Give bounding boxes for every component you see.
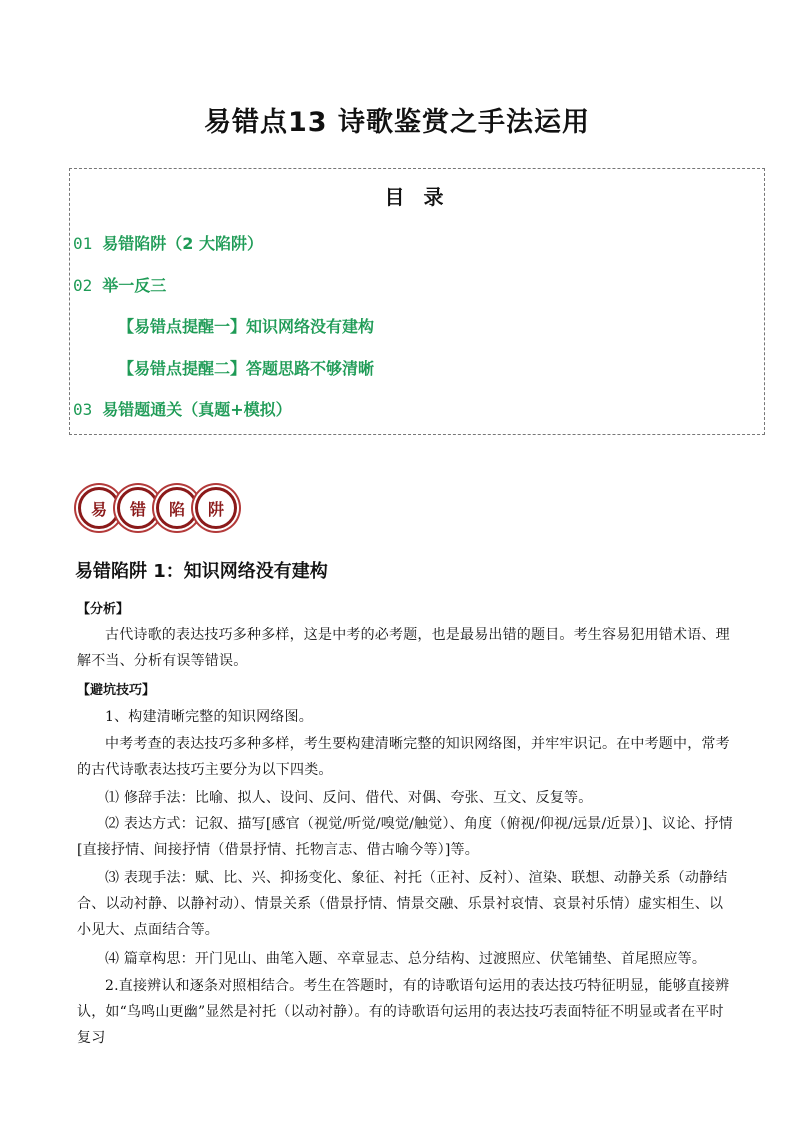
badge-char: 陷 <box>156 487 198 529</box>
toc-item <box>73 273 166 296</box>
paragraph: ⑷ 篇章构思：开门见山、曲笔入题、卒章显志、总分结构、过渡照应、伏笔铺垫、首尾照应等。 <box>105 951 707 967</box>
tips-label: 【避坑技巧】 <box>77 683 156 698</box>
badge-char: 易 <box>78 487 120 529</box>
toc-item <box>73 397 292 420</box>
paragraph: ⑴ 修辞手法：比喻、拟人、设问、反问、借代、对偶、夸张、互文、反复等。 <box>105 790 593 806</box>
toc-heading: 目 录 <box>384 185 450 209</box>
paragraph: 1、构建清晰完整的知识网络图。 <box>105 709 313 725</box>
badge-char: 错 <box>117 487 159 529</box>
toc-subitem <box>118 356 374 379</box>
paragraph: ⑶ 表现手法：赋、比、兴、抑扬变化、象征、衬托（正衬、反衬）、渲染、联想、动静关系（动静结合、以动衬静、以静衬动）、情景关系（借景抒情、情景交融、乐景衬哀情、哀景衬乐情）虚实相生、以小见大、点面结合等。 <box>77 870 728 938</box>
toc-item-label: 举一反三 <box>102 276 167 295</box>
table-of-contents <box>69 168 765 435</box>
badge-char: 阱 <box>195 487 237 529</box>
toc-item-number: 02 <box>73 276 93 295</box>
toc-item <box>73 231 263 254</box>
paragraph: 中考考查的表达技巧多种多样，考生要构建清晰完整的知识网络图，并牢牢识记。在中考题中，常考的古代诗歌表达技巧主要分为以下四类。 <box>77 736 730 778</box>
paragraph: ⑵ 表达方式：记叙、描写[感官（视觉/听觉/嗅觉/触觉）、角度（俯视/仰视/远景/近景）]、议论、抒情[直接抒情、间接抒情（借景抒情、托物言志、借古喻今等）]等。 <box>77 816 733 858</box>
section-badge-group <box>78 487 238 535</box>
analysis-label: 【分析】 <box>77 602 130 617</box>
toc-item-label: 【易错点提醒一】知识网络没有建构 <box>118 317 375 336</box>
analysis-paragraph: 古代诗歌的表达技巧多种多样，这是中考的必考题，也是最易出错的题目。考生容易犯用错术语、理解不当、分析有误等错误。 <box>77 627 730 669</box>
toc-item-number: 03 <box>73 400 93 419</box>
section-heading: 易错陷阱 1：知识网络没有建构 <box>75 561 328 582</box>
toc-item-label: 【易错点提醒二】答题思路不够清晰 <box>118 359 375 378</box>
paragraph: 2.直接辨认和逐条对照相结合。考生在答题时，有的诗歌语句运用的表达技巧特征明显，能够直接辨认，如“鸟鸣山更幽”显然是衬托（以动衬静）。有的诗歌语句运用的表达技巧表面特征不明显或者在平时复习 <box>77 978 730 1046</box>
toc-item-number: 01 <box>73 234 93 253</box>
toc-subitem <box>118 314 374 337</box>
page-title: 易错点13 诗歌鉴赏之手法运用 <box>204 107 590 138</box>
toc-item-label: 易错题通关（真题+模拟） <box>102 400 292 419</box>
toc-item-label: 易错陷阱（2 大陷阱） <box>102 234 263 253</box>
